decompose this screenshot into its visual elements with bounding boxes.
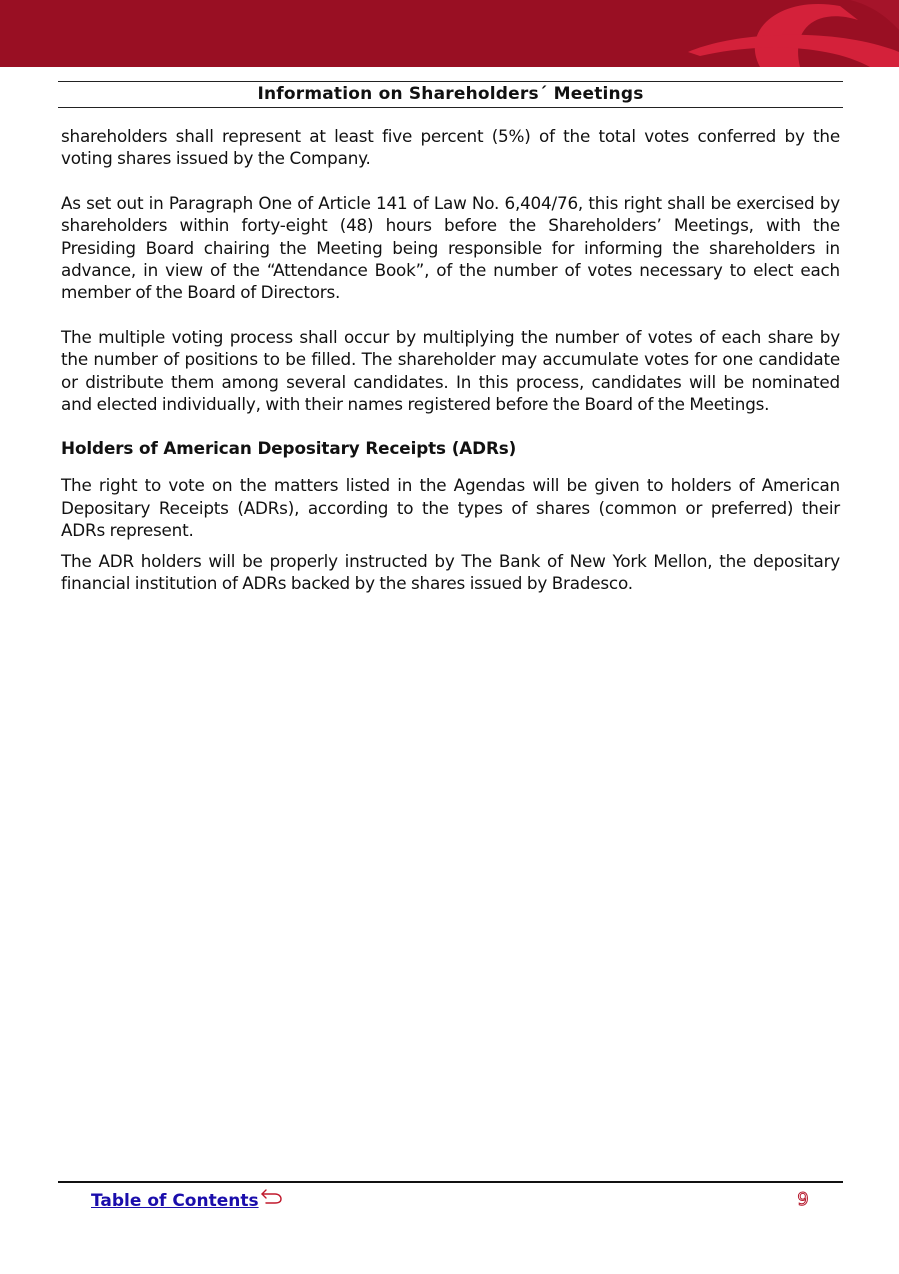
header-rule-top bbox=[58, 81, 843, 82]
top-banner bbox=[0, 0, 899, 67]
paragraph-multiple-voting: The multiple voting process shall occur by multiplying the number of votes of each share by the number of positions to be filled. The shareholder may accumulate votes for one candidate or distribute them among several candidates. In this process, candidates will be nominated and elected individually, with their names registered before the Board of the Meetings. bbox=[61, 326, 840, 415]
section-heading-adr-holders: Holders of American Depositary Receipts (ADRs) bbox=[61, 438, 517, 459]
paragraph-votes-percentage: shareholders shall represent at least five percent (5%) of the total votes conferred by the voting shares issued by the Company. bbox=[61, 126, 840, 169]
brand-swoosh-icon bbox=[0, 0, 899, 67]
table-of-contents-link[interactable]: Table of Contents bbox=[91, 1191, 259, 1211]
paragraph-adr-instructions: The ADR holders will be properly instructed by The Bank of New York Mellon, the depositary financial institution of ADRs backed by the shares issued by Bradesco. bbox=[61, 550, 840, 594]
document-body bbox=[61, 125, 840, 595]
return-arrow-icon[interactable] bbox=[260, 1187, 284, 1207]
page-number: 9 bbox=[797, 1189, 809, 1210]
paragraph-article-141: As set out in Paragraph One of Article 141 of Law No. 6,404/76, this right shall be exercised by shareholders within forty-eight (48) hours before the Shareholders’ Meetings, with the Presiding Board chairing the Meeting being responsible for informing the shareholders in advance, in view of the “Attendance Book”, of the number of votes necessary to elect each member of the Board of Directors. bbox=[61, 192, 840, 303]
header-rule-bottom bbox=[58, 107, 843, 108]
page-title: Information on Shareholders´ Meetings bbox=[257, 84, 644, 104]
footer-rule bbox=[58, 1181, 843, 1183]
paragraph-adr-voting-right: The right to vote on the matters listed in the Agendas will be given to holders of American Depositary Receipts (ADRs), according to the types of shares (common or preferred) their ADRs represent. bbox=[61, 475, 840, 541]
